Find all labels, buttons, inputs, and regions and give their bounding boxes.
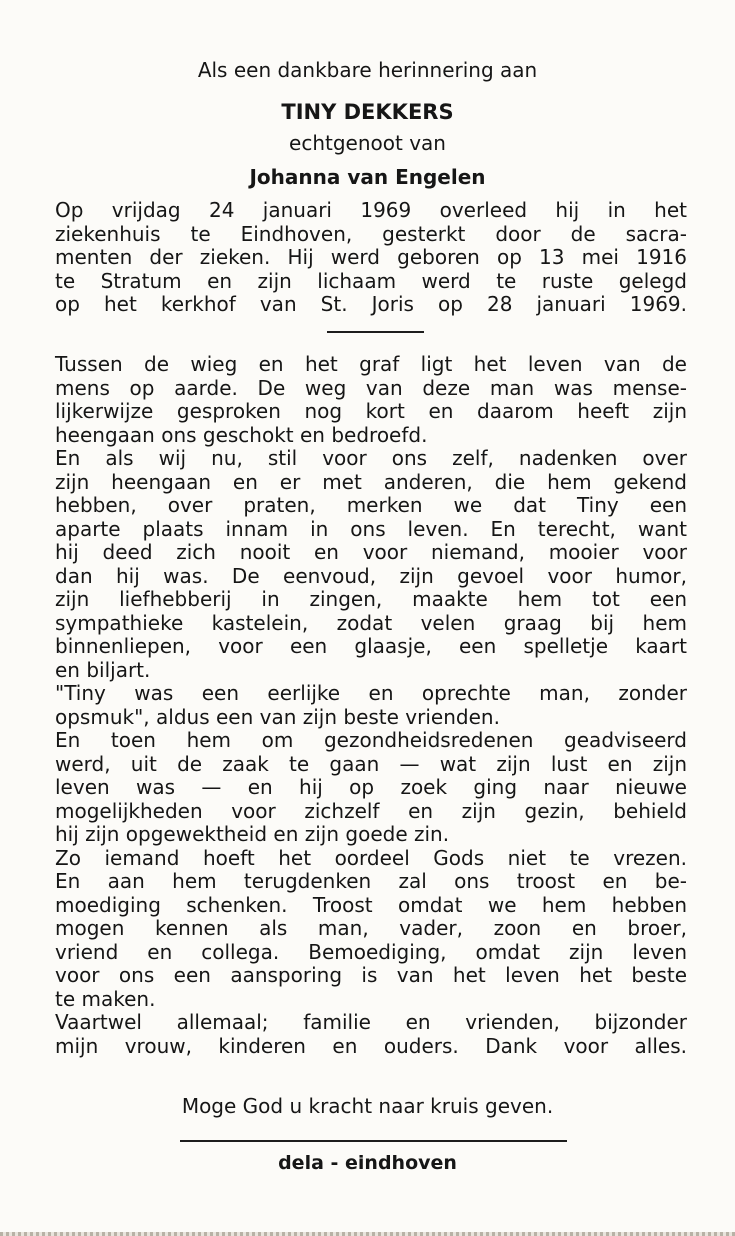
memorial-line: mogelijkheden voor zichzelf en zijn gezin, behield (55, 798, 687, 823)
memorial-line: en biljart. (55, 657, 151, 682)
memorial-line: dan hij was. De eenvoud, zijn gevoel voor humor, (55, 563, 687, 588)
memorial-line: Vaartwel allemaal; familie en vrienden, bijzonder (55, 1010, 687, 1034)
memorial-line: mijn vrouw, kinderen en ouders. Dank voor alles. (55, 1033, 687, 1058)
memorial-line: mens op aarde. De weg van deze man was mense- (55, 375, 687, 400)
obituary-line: Op vrijdag 24 januari 1969 overleed hij in het (55, 198, 687, 222)
section-divider (327, 331, 424, 333)
memorial-line: Zo iemand hoeft het oordeel Gods niet te vrezen. (55, 845, 687, 870)
obituary-paragraph (55, 199, 687, 317)
deceased-name: TINY DEKKERS (281, 100, 454, 124)
memorial-line: aparte plaats innam in ons leven. En terecht, want (55, 516, 687, 541)
memorial-line: leven was — en hij op zoek ging naar nieuwe (55, 775, 687, 799)
memorial-line: sympathieke kastelein, zodat velen graag bij hem (55, 610, 687, 635)
memorial-line: zijn heengaan en er met anderen, die hem gekend (55, 469, 687, 494)
memorial-line: hij zijn opgewektheid en zijn goede zin. (55, 822, 450, 846)
obituary-line: op het kerkhof van St. Joris op 28 januari 1969. (55, 292, 687, 316)
obituary-line: te Stratum en zijn lichaam werd te ruste gelegd (55, 268, 687, 293)
memorial-line: te maken. (55, 986, 156, 1011)
card-edge (0, 1232, 735, 1236)
dedication-intro: Als een dankbare herinnering aan (197, 58, 538, 82)
publisher-footer: dela - eindhoven (278, 1152, 457, 1174)
memorial-line: mogen kennen als man, vader, zoon en broer, (55, 916, 687, 940)
memorial-line: moediging schenken. Troost omdat we hem hebben (55, 892, 687, 917)
memorial-line: lijkerwijze gesproken nog kort en daarom heeft zijn (55, 399, 687, 423)
memorial-line: En aan hem terugdenken zal ons troost en be- (55, 869, 687, 893)
memorial-line: vriend en collega. Bemoediging, omdat zijn leven (55, 939, 687, 964)
obituary-line: menten der zieken. Hij werd geboren op 13 mei 1916 (55, 245, 687, 269)
memorial-text (55, 353, 687, 1058)
closing-prayer: Moge God u kracht naar kruis geven. (181, 1094, 554, 1118)
spouse-name: Johanna van Engelen (249, 165, 486, 189)
footer-divider (180, 1140, 567, 1142)
memorial-line: zijn liefhebberij in zingen, maakte hem tot een (55, 587, 687, 611)
memorial-line: opsmuk", aldus een van zijn beste vrienden. (55, 704, 500, 729)
memorial-line: "Tiny was een eerlijke en oprechte man, zonder (55, 681, 687, 705)
memorial-line: binnenliepen, voor een glaasje, een spelletje kaart (55, 634, 687, 658)
spouse-intro: echtgenoot van (289, 131, 446, 155)
memorial-line: heengaan ons geschokt en bedroefd. (55, 422, 428, 447)
obituary-line: ziekenhuis te Eindhoven, gesterkt door de sacra- (55, 221, 687, 246)
memorial-line: En toen hem om gezondheidsredenen geadviseerd (55, 728, 687, 752)
memorial-line: En als wij nu, stil voor ons zelf, nadenken over (55, 446, 687, 470)
memorial-line: hij deed zich nooit en voor niemand, mooier voor (55, 540, 687, 564)
memorial-line: hebben, over praten, merken we dat Tiny een (55, 493, 687, 517)
memorial-line: voor ons een aansporing is van het leven het beste (55, 963, 687, 987)
memorial-line: werd, uit de zaak te gaan — wat zijn lust en zijn (55, 751, 687, 776)
memorial-line: Tussen de wieg en het graf ligt het leven van de (55, 352, 687, 376)
